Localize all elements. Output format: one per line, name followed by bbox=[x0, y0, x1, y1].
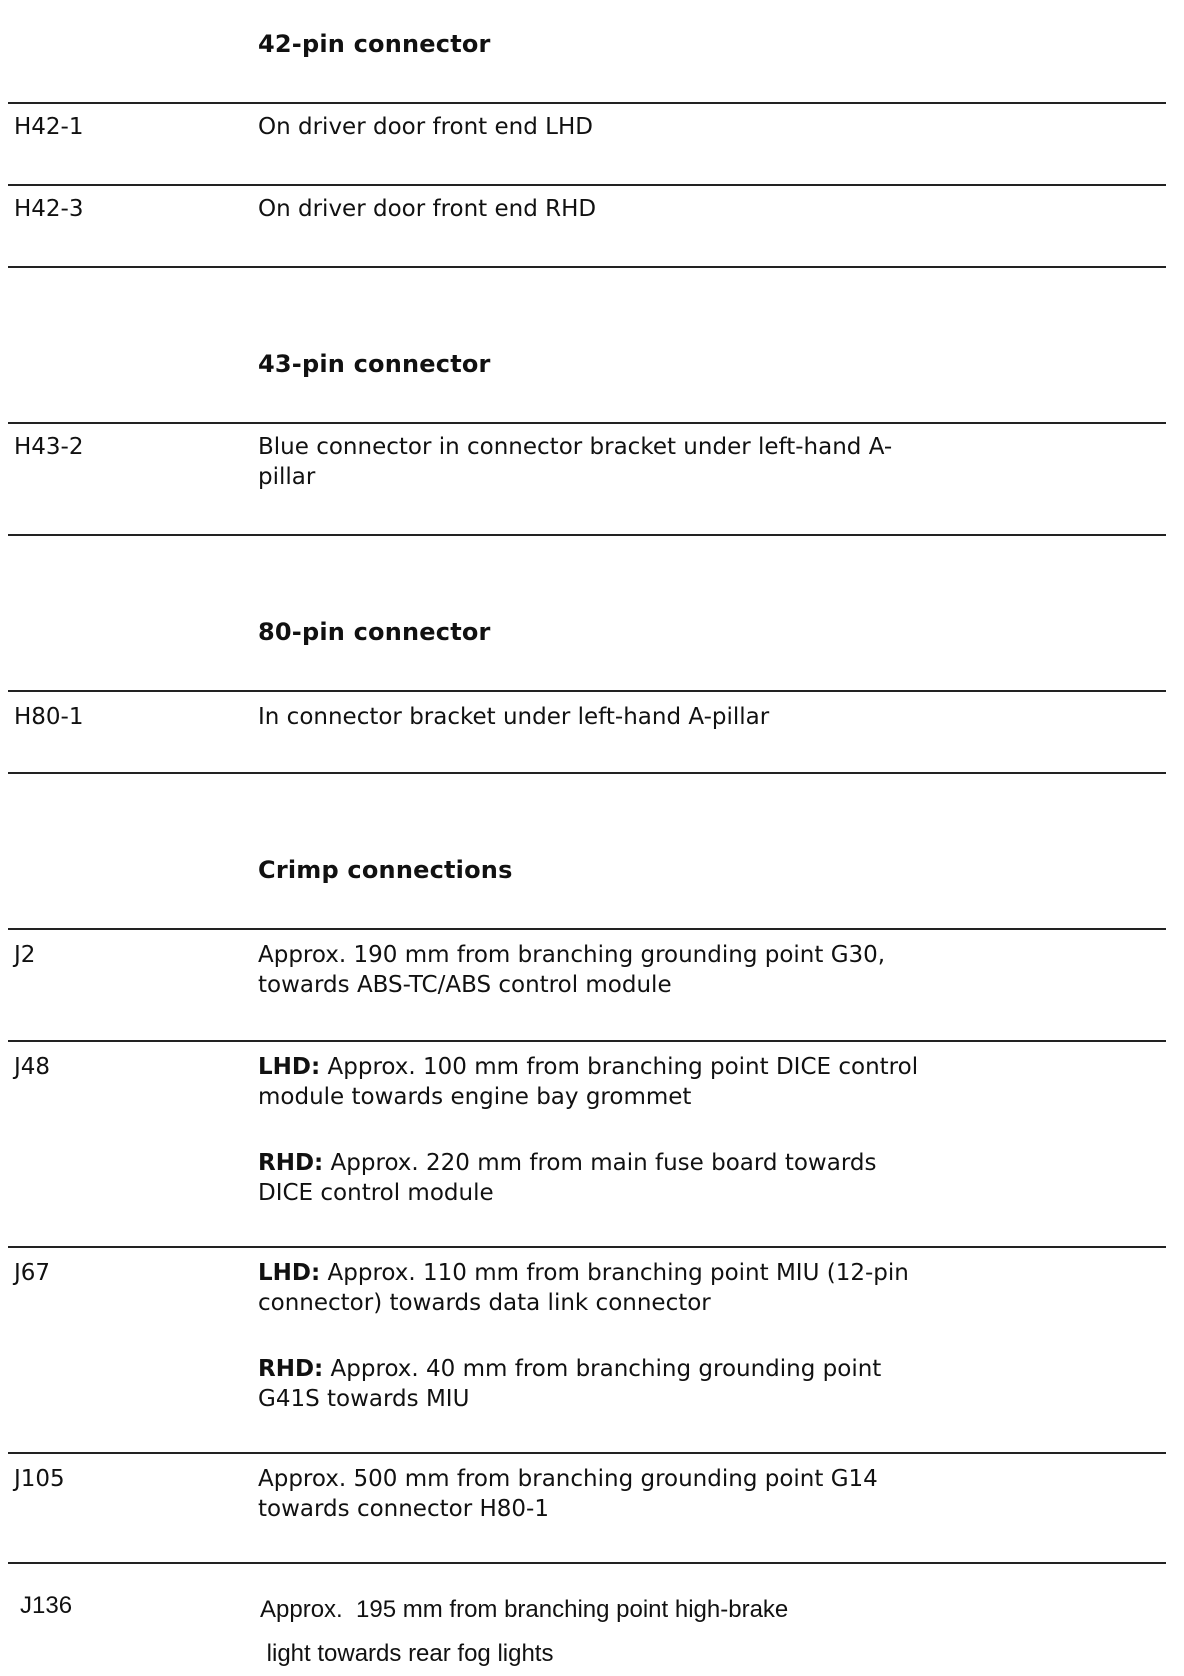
location-line: Approx. 220 mm from main fuse board towards bbox=[323, 1150, 877, 1176]
divider bbox=[8, 1040, 1166, 1042]
crimp-location-rhd bbox=[258, 1148, 1018, 1208]
crimp-code: J2 bbox=[14, 942, 36, 968]
location-line: light towards rear fog lights bbox=[260, 1640, 554, 1667]
crimp-location-rhd bbox=[258, 1354, 1018, 1414]
location-line: G41S towards MIU bbox=[258, 1386, 470, 1412]
crimp-location-lhd bbox=[258, 1052, 1018, 1112]
divider bbox=[8, 1452, 1166, 1454]
connector-code: H43-2 bbox=[14, 434, 84, 460]
lhd-label: LHD: bbox=[258, 1054, 321, 1080]
location-line: Approx. 110 mm from branching point MIU (12-pin bbox=[320, 1260, 909, 1286]
divider bbox=[8, 184, 1166, 186]
connector-location: In connector bracket under left-hand A-pillar bbox=[258, 704, 770, 730]
crimp-location bbox=[258, 1464, 1018, 1524]
section-heading-43-pin: 43-pin connector bbox=[258, 350, 491, 378]
rhd-label: RHD: bbox=[258, 1356, 324, 1382]
location-line: module towards engine bay grommet bbox=[258, 1084, 692, 1110]
location-line: Approx. 40 mm from branching grounding point bbox=[323, 1356, 882, 1382]
divider bbox=[8, 422, 1166, 424]
location-line: towards ABS-TC/ABS control module bbox=[258, 972, 672, 998]
divider bbox=[8, 534, 1166, 536]
crimp-code: J105 bbox=[14, 1466, 65, 1492]
location-line: Approx. 500 mm from branching grounding point G14 bbox=[258, 1466, 878, 1492]
location-line: pillar bbox=[258, 464, 316, 490]
crimp-code: J67 bbox=[14, 1260, 51, 1286]
lhd-label: LHD: bbox=[258, 1260, 321, 1286]
divider bbox=[8, 1562, 1166, 1564]
rhd-label: RHD: bbox=[258, 1150, 324, 1176]
location-line: DICE control module bbox=[258, 1180, 494, 1206]
connector-code: H42-1 bbox=[14, 114, 84, 140]
location-line: towards connector H80-1 bbox=[258, 1496, 549, 1522]
connector-code: H80-1 bbox=[14, 704, 84, 730]
connector-location: On driver door front end RHD bbox=[258, 196, 597, 222]
crimp-code: J136 bbox=[20, 1592, 73, 1619]
section-heading-80-pin: 80-pin connector bbox=[258, 618, 491, 646]
location-line: connector) towards data link connector bbox=[258, 1290, 711, 1316]
divider bbox=[8, 928, 1166, 930]
crimp-location bbox=[258, 940, 1018, 1000]
location-line: Approx. 100 mm from branching point DICE control bbox=[320, 1054, 919, 1080]
section-heading-42-pin: 42-pin connector bbox=[258, 30, 491, 58]
divider bbox=[8, 772, 1166, 774]
divider bbox=[8, 1246, 1166, 1248]
section-heading-crimp: Crimp connections bbox=[258, 856, 513, 884]
connector-location bbox=[258, 432, 1018, 492]
location-line: Blue connector in connector bracket under left-hand A- bbox=[258, 434, 893, 460]
divider bbox=[8, 690, 1166, 692]
crimp-code: J48 bbox=[14, 1054, 51, 1080]
connector-location: On driver door front end LHD bbox=[258, 114, 593, 140]
location-line: Approx. 195 mm from branching point high-brake bbox=[260, 1596, 789, 1623]
crimp-location-lhd bbox=[258, 1258, 1018, 1318]
crimp-location bbox=[260, 1588, 1020, 1676]
divider bbox=[8, 266, 1166, 268]
divider bbox=[8, 102, 1166, 104]
location-line: Approx. 190 mm from branching grounding point G30, bbox=[258, 942, 886, 968]
connector-code: H42-3 bbox=[14, 196, 84, 222]
